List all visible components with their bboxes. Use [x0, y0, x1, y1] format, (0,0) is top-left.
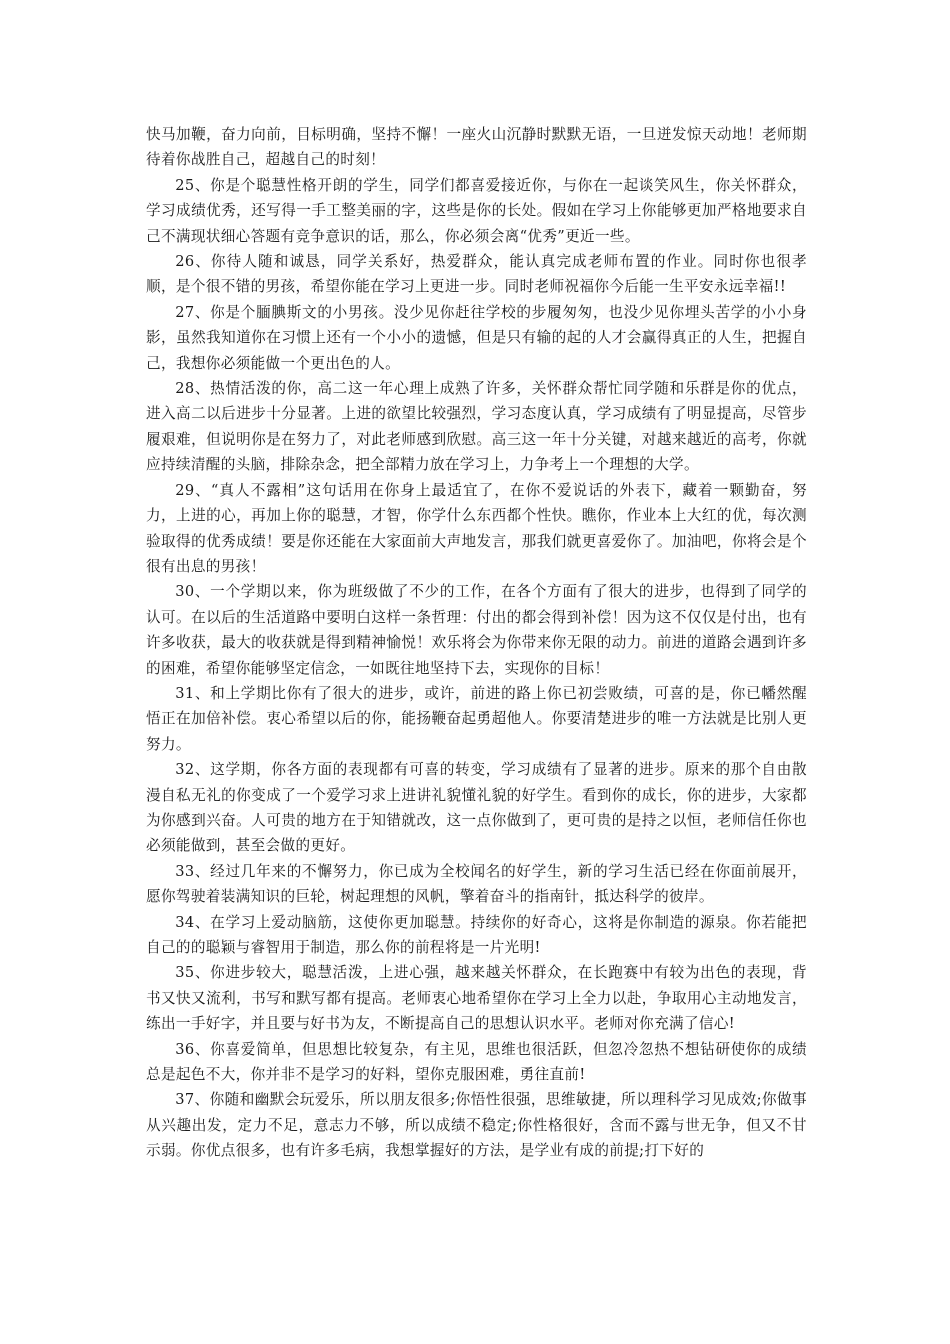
- paragraph-32: 32、这学期，你各方面的表现都有可喜的转变，学习成绩有了显著的进步。原来的那个自由散漫自私无礼的你变成了一个爱学习求上进讲礼貌懂礼貌的好学生。看到你的成长，你的进步，大家都为你感到兴奋。人可贵的地方在于知错就改，这一点你做到了，更可贵的是持之以恒，老师信任你也必须能做到，甚至会做的更好。: [146, 761, 807, 855]
- paragraph-37: 37、你随和幽默会玩爱乐，所以朋友很多;你悟性很强，思维敏捷，所以理科学习见成效;你做事从兴趣出发，定力不足，意志力不够，所以成绩不稳定;你性格很好，含而不露与世无争，但又不甘示弱。你优点很多，也有许多毛病，我想掌握好的方法，是学业有成的前提;打下好的: [146, 1091, 807, 1160]
- document-page: [146, 122, 807, 1164]
- paragraph-36: 36、你喜爱简单，但思想比较复杂，有主见，思维也很活跃，但忽冷忽热不想钻研使你的成绩总是起色不大，你并非不是学习的好料，望你克服困难，勇往直前!: [146, 1040, 807, 1084]
- paragraph-26: 26、你待人随和诚恳，同学关系好，热爱群众，能认真完成老师布置的作业。同时你也很孝顺，是个很不错的男孩，希望你能在学习上更进一步。同时老师祝福你今后能一生平安永远幸福!!: [146, 253, 807, 296]
- paragraph-29: 29、“真人不露相”这句话用在你身上最适宜了，在你不爱说话的外表下，藏着一颗勤奋，努力，上进的心，再加上你的聪慧，才智，你学什么东西都个性快。瞧你，作业本上大红的优，每次测验取得的优秀成绩！要是你还能在大家面前大声地发言，那我们就更喜爱你了。加油吧，你将会是个很有出息的男孩！: [146, 481, 807, 575]
- paragraph-31: 31、和上学期比你有了很大的进步，或许，前进的路上你已初尝败绩，可喜的是，你已幡然醒悟正在加倍补偿。衷心希望以后的你，能扬鞭奋起勇超他人。你要清楚进步的唯一方法就是比别人更努力。: [146, 684, 807, 753]
- paragraph-35: 35、你进步较大，聪慧活泼，上进心强，越来越关怀群众，在长跑赛中有较为出色的表现，背书又快又流利，书写和默写都有提高。老师衷心地希望你在学习上全力以赴，争取用心主动地发言，练出一手好字，并且要与好书为友，不断提高自己的思想认识水平。老师对你充满了信心!: [146, 964, 807, 1033]
- paragraph-34: 34、在学习上爱动脑筋，这使你更加聪慧。持续你的好奇心，这将是你制造的源泉。你若能把自己的的聪颖与睿智用于制造，那么你的前程将是一片光明!: [146, 913, 807, 956]
- paragraph-continuation: 快马加鞭，奋力向前，目标明确，坚持不懈！一座火山沉静时默默无语，一旦迸发惊天动地！老师期待着你战胜自己，超越自己的时刻！: [146, 126, 807, 169]
- paragraph-30: 30、一个学期以来，你为班级做了不少的工作，在各个方面有了很大的进步，也得到了同学的认可。在以后的生活道路中要明白这样一条哲理：付出的都会得到补偿！因为这不仅仅是付出，也有许多收获，最大的收获就是得到精神愉悦！欢乐将会为你带来你无限的动力。前进的道路会遇到许多的困难，希望你能够坚定信念，一如既往地坚持下去，实现你的目标！: [146, 583, 807, 677]
- paragraph-33: 33、经过几年来的不懈努力，你已成为全校闻名的好学生，新的学习生活已经在你面前展开，愿你驾驶着装满知识的巨轮，树起理想的风帆，擎着奋斗的指南针，抵达科学的彼岸。: [146, 862, 807, 906]
- paragraph-28: 28、热情活泼的你，高二这一年心理上成熟了许多，关怀群众帮忙同学随和乐群是你的优点，进入高二以后进步十分显著。上进的欲望比较强烈，学习态度认真，学习成绩有了明显提高，尽管步履艰难，但说明你是在努力了，对此老师感到欣慰。高三这一年十分关键，对越来越近的高考，你就应持续清醒的头脑，排除杂念，把全部精力放在学习上，力争考上一个理想的大学。: [146, 380, 807, 474]
- paragraph-27: 27、你是个腼腆斯文的小男孩。没少见你赶往学校的步履匆匆，也没少见你埋头苦学的小小身影，虽然我知道你在习惯上还有一个小小的遗憾，但是只有输的起的人才会赢得真正的人生，把握自己，我想你必须能做一个更出色的人。: [146, 303, 807, 372]
- paragraph-25: 25、你是个聪慧性格开朗的学生，同学们都喜爱接近你，与你在一起谈笑风生，你关怀群众，学习成绩优秀，还写得一手工整美丽的字，这些是你的长处。假如在学习上你能够更加严格地要求自己不满现状细心答题有竞争意识的话，那么，你必须会离“优秀”更近一些。: [146, 176, 807, 245]
